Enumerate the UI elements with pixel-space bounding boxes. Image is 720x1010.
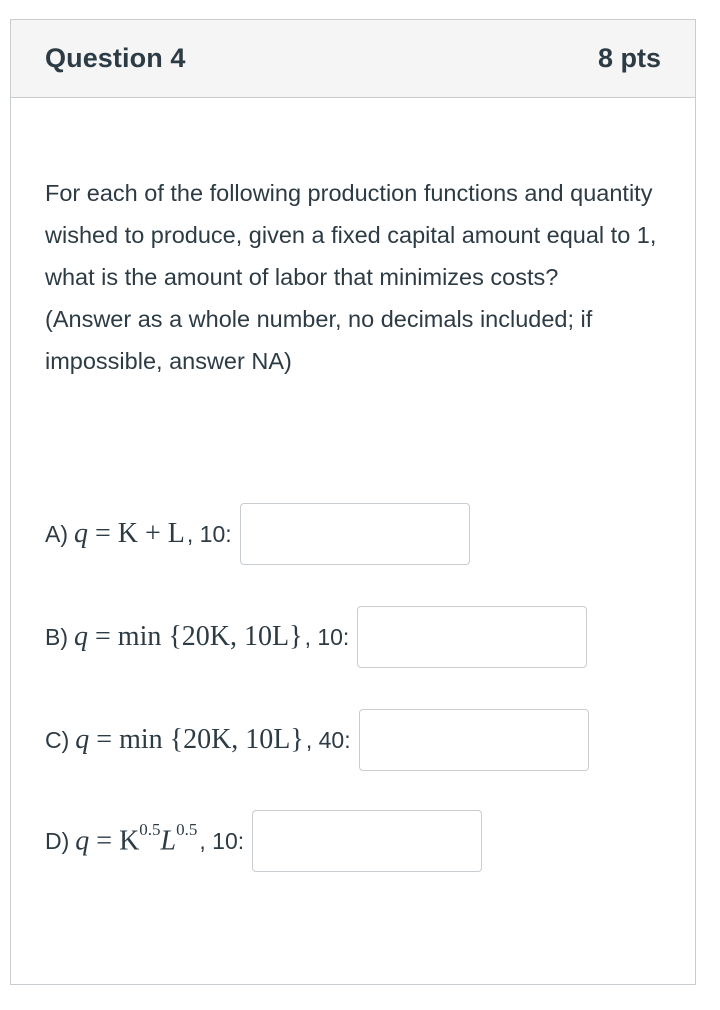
item-suffix-a: , 10: [186,520,232,547]
item-suffix-b: , 10: [304,623,350,650]
item-suffix-d: , 10: [199,827,245,854]
formula-d-q: q [75,825,90,857]
item-label-a: A) [45,520,68,547]
answer-input-b[interactable] [357,606,587,668]
formula-d-mid: L [160,825,177,857]
formula-c-q: q [75,724,90,755]
item-label-b: B) [45,623,68,650]
formula-d-rest: = K [89,825,140,857]
formula-c [75,724,304,756]
item-label-c: C) [45,726,70,753]
answer-row-c [45,709,589,771]
prompt-text: For each of the following production functions and quantity wished to produce, given a fixed capital amount equal to 1, what is the amount of labor that minimizes costs? [45,180,657,290]
formula-d-exp1: 0.5 [139,820,161,840]
question-title: Question 4 [45,43,186,73]
answer-row-a [45,503,470,565]
question-card [10,19,696,985]
formula-b [74,621,303,653]
formula-a [74,518,185,550]
answer-input-a[interactable] [240,503,470,565]
question-prompt [45,172,665,382]
question-header [11,20,695,98]
formula-b-rest: = min {20K, 10L} [88,621,303,652]
formula-a-q: q [74,518,88,549]
answer-row-b [45,606,587,668]
formula-d-exp2: 0.5 [176,820,198,840]
question-body [11,172,695,382]
question-points: 8 pts [597,43,661,73]
formula-a-rest: = K + L [88,518,185,549]
answer-input-c[interactable] [359,709,589,771]
item-label-d: D) [45,827,70,854]
item-suffix-c: , 40: [305,726,351,753]
answer-row-d [45,810,482,872]
formula-b-q: q [74,621,88,652]
prompt-instructions: (Answer as a whole number, no decimals included; if impossible, answer NA) [45,306,593,374]
formula-c-rest: = min {20K, 10L} [89,724,304,755]
answer-input-d[interactable] [252,810,482,872]
formula-d [75,820,198,857]
